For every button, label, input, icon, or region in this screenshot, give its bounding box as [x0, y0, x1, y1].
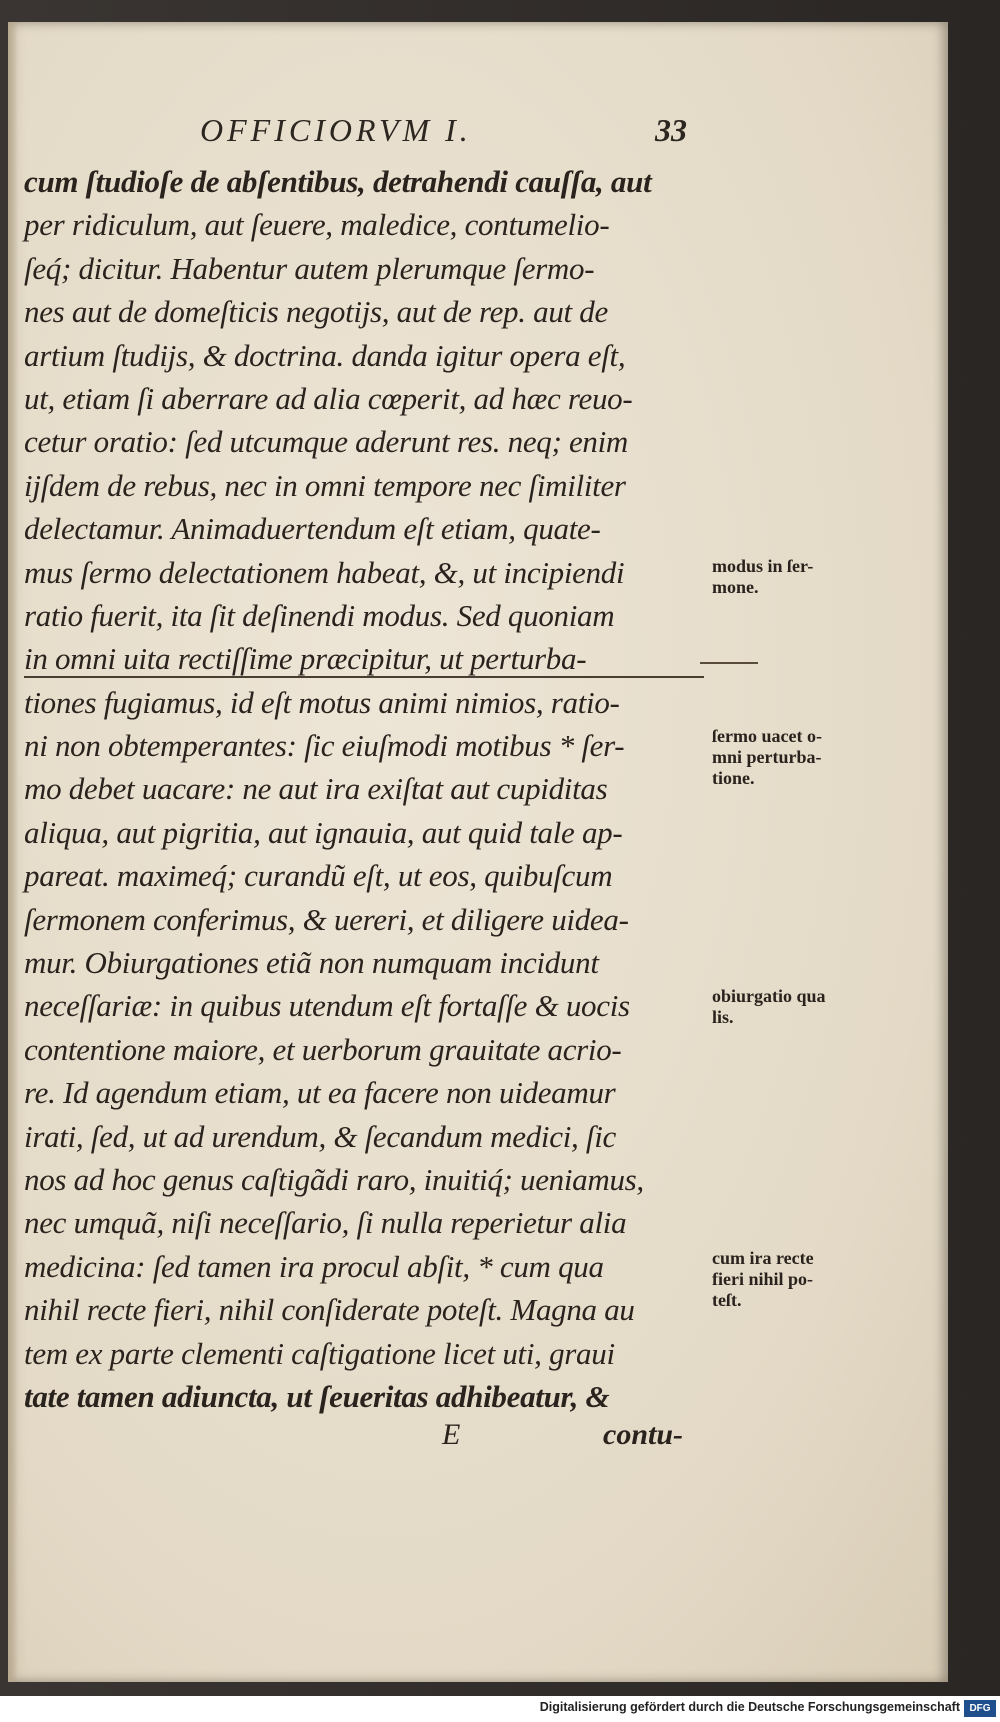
text-line: nos ad hoc genus caſtigãdi raro, inuitiq́; ueniamus, — [24, 1161, 644, 1197]
manuscript-underline — [24, 676, 704, 678]
text-line: tiones fugiamus, id eſt motus animi nimios, ratio- — [24, 684, 620, 720]
text-line: contentione maiore, et uerborum grauitate acrio- — [24, 1031, 622, 1067]
text-line: neceſſariæ: in quibus utendum eſt fortaſſe & uocis — [24, 988, 630, 1024]
digitization-footer — [0, 1696, 1000, 1722]
margin-note: ſermo uacet o- mni perturba- tione. — [712, 726, 822, 788]
text-line: nihil recte fieri, nihil conſiderate poteſt. Magna au — [24, 1292, 635, 1328]
text-line: cum ſtudioſe de abſentibus, detrahendi cauſſa, aut — [24, 164, 652, 199]
text-line: medicina: ſed tamen ira procul abſit, * cum qua — [24, 1248, 604, 1284]
text-line: nec umquã, niſi neceſſario, ſi nulla reperietur alia — [24, 1205, 627, 1241]
footer-credit: Digitalisierung gefördert durch die Deutsche Forschungsgemeinschaft — [539, 1700, 960, 1714]
text-line: pareat. maximeq́; curandũ eſt, ut eos, quibuſcum — [24, 858, 613, 894]
text-line: aliqua, aut pigritia, aut ignauia, aut quid tale ap- — [24, 814, 623, 850]
margin-note: modus in ſer- mone. — [712, 556, 814, 597]
text-line: in omni uita rectiſſime præcipitur, ut perturba- — [24, 641, 587, 677]
page-foot — [0, 1418, 1000, 1458]
margin-rule — [700, 662, 758, 664]
text-line: artium ſtudijs, & doctrina. danda igitur opera eſt, — [24, 337, 626, 373]
main-text-block — [24, 160, 704, 1418]
text-line: ni non obtemperantes: ſic eiuſmodi motibus * ſer- — [24, 728, 625, 764]
text-line: per ridiculum, aut ſeuere, maledice, contumelio- — [24, 207, 610, 243]
running-head-title: OFFICIORVM I. — [200, 112, 472, 148]
text-line: cetur oratio: ſed utcumque aderunt res. neq; enim — [24, 424, 629, 460]
text-line: ratio fuerit, ita ſit deſinendi modus. Sed quoniam — [24, 597, 615, 633]
text-line: mo debet uacare: ne aut ira exiſtat aut cupiditas — [24, 771, 608, 807]
page-number: 33 — [655, 112, 687, 148]
text-line: mus ſermo delectationem habeat, &, ut incipiendi — [24, 554, 625, 590]
text-line: irati, ſed, ut ad urendum, & ſecandum medici, ſic — [24, 1118, 616, 1154]
text-line: ſermonem conferimus, & uereri, et diligere uidea- — [24, 901, 629, 937]
running-head — [0, 112, 1000, 152]
text-line: tem ex parte clementi caſtigatione licet uti, graui — [24, 1335, 615, 1371]
margin-note: cum ira recte fieri nihil po- teſt. — [712, 1248, 814, 1310]
text-line: delectamur. Animaduertendum eſt etiam, quate- — [24, 511, 601, 547]
text-line: ſeq́; dicitur. Habentur autem plerumque ſermo- — [24, 250, 595, 286]
text-line: tate tamen adiuncta, ut ſeueritas adhibeatur, & — [24, 1378, 610, 1414]
text-line: ijſdem de rebus, nec in omni tempore nec ſimiliter — [24, 467, 626, 503]
signature-mark: E — [442, 1418, 461, 1451]
text-line: ut, etiam ſi aberrare ad alia cœperit, ad hæc reuo- — [24, 380, 633, 416]
text-line: mur. Obiurgationes etiã non numquam incidunt — [24, 945, 599, 981]
text-line: nes aut de domeſticis negotijs, aut de rep. aut de — [24, 294, 608, 330]
text-line: re. Id agendum etiam, ut ea facere non uideamur — [24, 1075, 616, 1111]
margin-note: obiurgatio qua lis. — [712, 986, 826, 1027]
catchword: contu- — [603, 1418, 684, 1451]
dfg-logo-icon: DFG — [964, 1700, 996, 1717]
